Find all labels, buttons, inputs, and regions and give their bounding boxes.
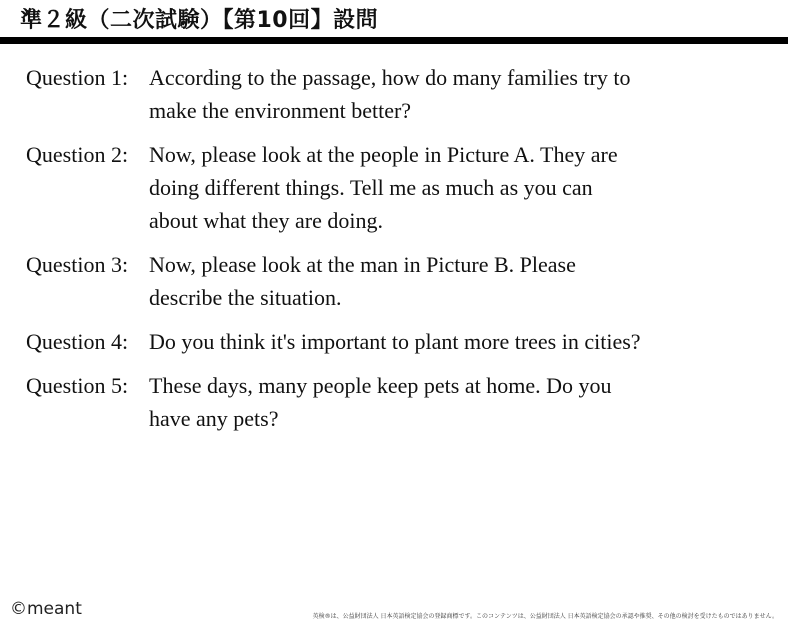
question-label: Question 4: xyxy=(26,329,129,354)
question-text: According to the passage, how do many families try to make the environment better? xyxy=(149,65,631,123)
question-item xyxy=(26,248,766,314)
question-text: These days, many people keep pets at home. Do you have any pets? xyxy=(149,373,612,431)
page-title: 準２級（二次試験）【第10回】設問 xyxy=(20,8,379,33)
title-divider xyxy=(0,37,788,44)
question-item xyxy=(26,138,766,237)
question-text: Now, please look at the people in Picture A. They are doing different things. Tell me as much as you can about what they are doing. xyxy=(149,142,618,233)
question-label: Question 5: xyxy=(26,373,129,398)
question-list xyxy=(26,61,766,446)
question-item xyxy=(26,369,766,435)
question-label: Question 2: xyxy=(26,142,129,167)
question-text: Now, please look at the man in Picture B. Please describe the situation. xyxy=(149,252,576,310)
question-label: Question 3: xyxy=(26,252,129,277)
trademark-footnote: 英検®は、公益財団法人 日本英語検定協会の登録商標です。このコンテンツは、公益財団法人 日本英語検定協会の承認や推奨、その他の検討を受けたものではありません。 xyxy=(312,613,778,620)
question-label: Question 1: xyxy=(26,65,129,90)
question-item xyxy=(26,325,766,358)
copyright-mark: ©meant xyxy=(10,599,82,619)
question-text: Do you think it's important to plant more trees in cities? xyxy=(149,329,641,354)
question-item xyxy=(26,61,766,127)
